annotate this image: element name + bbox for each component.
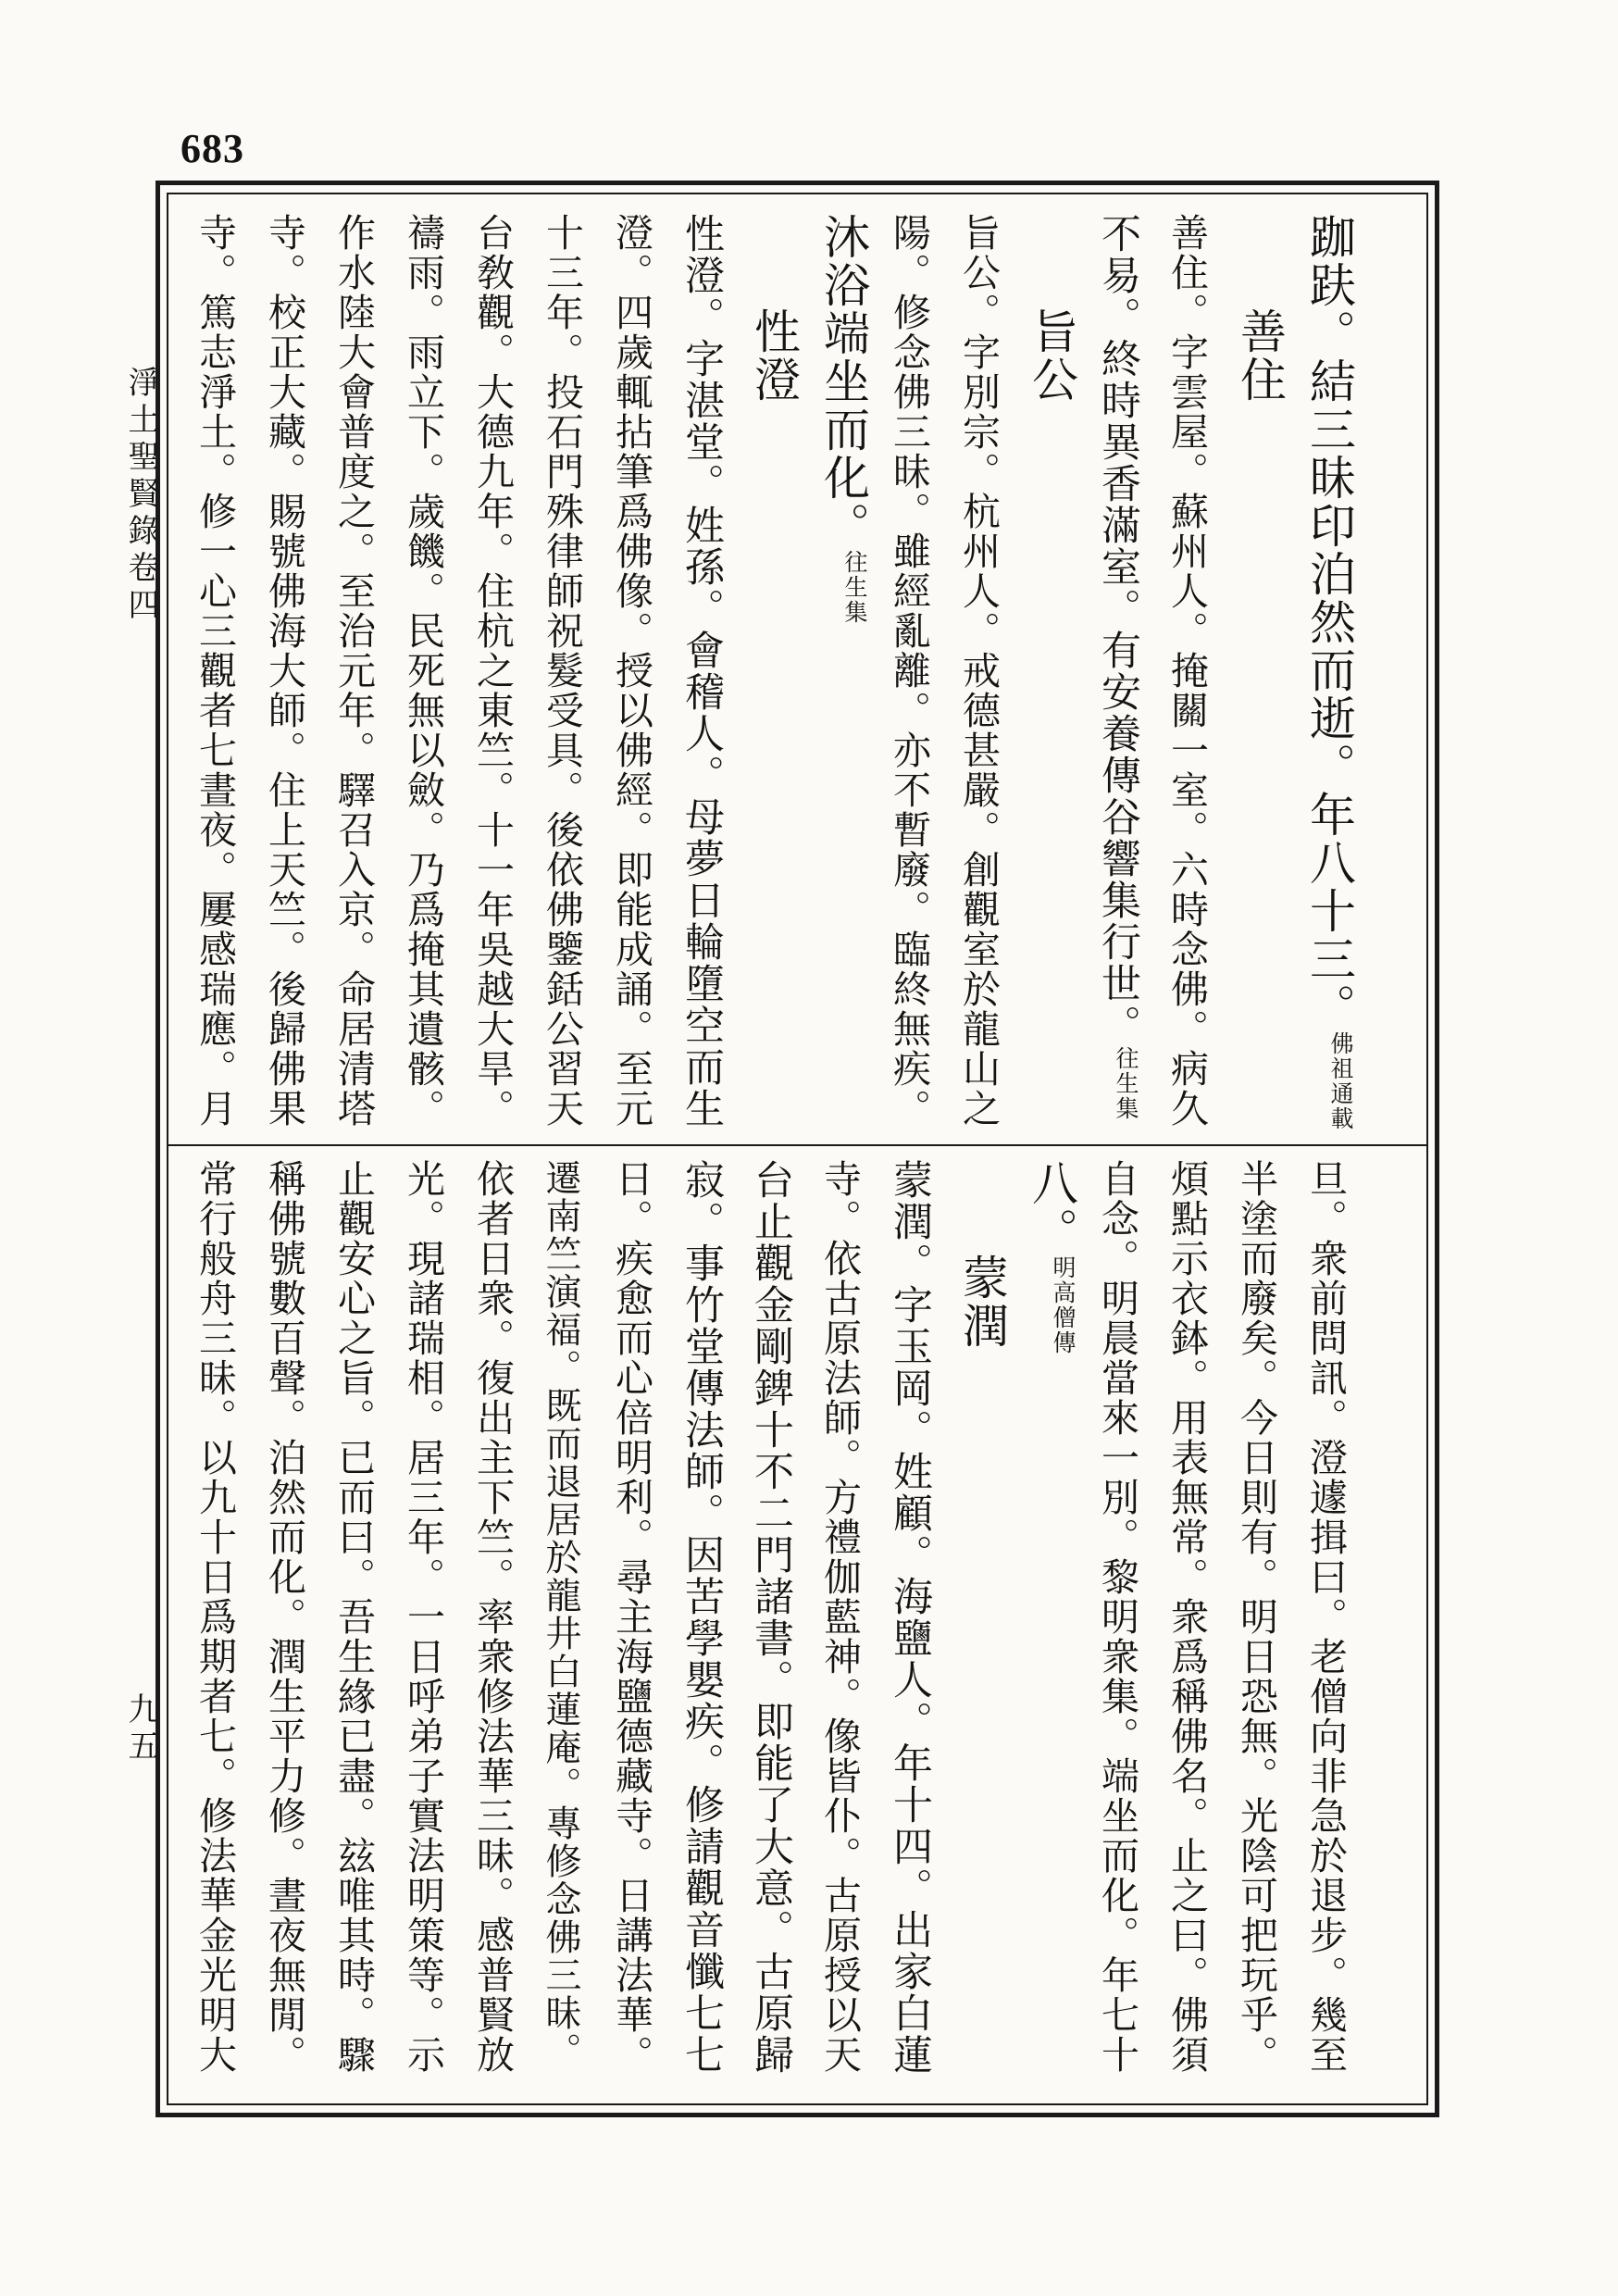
text-column: 台敎觀。大德九年。住杭之東竺。十一年吳越大旱。 [470, 213, 515, 1129]
text-column: 寺。校正大藏。賜號佛海大師。住上天竺。後歸佛果 [262, 213, 306, 1129]
text-column: 台止觀金剛錍十不二門諸書。即能了大意。古原歸 [748, 1159, 794, 2076]
text-column: 沐浴端坐而化。往生集 [816, 213, 870, 625]
section-heading: 善住 [1233, 307, 1287, 404]
text-column: 日。疾愈而心倍明利。尋主海鹽德藏寺。日講法華。 [609, 1159, 653, 2075]
text-column: 旨公。字別宗。杭州人。戒德甚嚴。創觀室於龍山之 [956, 213, 1001, 1129]
register-divider [167, 1144, 1428, 1146]
source-note: 佛祖通載 [1327, 1031, 1354, 1131]
text-column: 常行般舟三昧。以九十日爲期者七。修法華金光明大 [193, 1159, 237, 2075]
leaf-number-margin: 九五 [122, 1692, 159, 1766]
book-title-margin: 淨土聖賢錄卷四 [122, 366, 159, 625]
text-column: 寂。事竹堂傳法師。因苦學嬰疾。修請觀音懺七七 [678, 1159, 725, 2076]
text-column: 十三年。投石門殊律師祝髮受具。後依佛鑒銛公習天 [540, 213, 584, 1129]
text-column: 善住。字雲屋。蘇州人。掩關一室。六時念佛。病久 [1164, 213, 1209, 1129]
text-column: 性澄。字湛堂。姓孫。會稽人。母夢日輪墮空而生 [678, 213, 725, 1129]
section-heading: 旨公 [1025, 307, 1078, 404]
text-column: 稱佛號數百聲。泊然而化。潤生平力修。晝夜無閒。 [262, 1159, 306, 2075]
text-column: 跏趺。結三昧印泊然而逝。年八十三。佛祖通載 [1302, 213, 1356, 1131]
text-column: 不易。終時異香滿室。有安養傳谷響集行世。往生集 [1095, 213, 1141, 1121]
text-column: 半塗而廢矣。今日則有。明日恐無。光陰可把玩乎。 [1234, 1159, 1278, 2075]
text-column: 陽。修念佛三昧。雖經亂離。亦不暫廢。臨終無疾。 [887, 213, 931, 1129]
text-column: 寺。依古原法師。方禮伽藍神。像皆仆。古原授以天 [817, 1159, 862, 2075]
text-column: 作水陸大會普度之。至治元年。驛召入京。命居清塔 [331, 213, 376, 1129]
text-column: 依者日衆。復出主下竺。率衆修法華三昧。感普賢放 [470, 1159, 515, 2075]
source-note: 往生集 [1113, 1046, 1139, 1121]
text-column: 蒙潤。字玉岡。姓顧。海鹽人。年十四。出家白蓮 [887, 1159, 933, 2076]
section-heading: 蒙潤 [955, 1254, 1009, 1350]
text-column: 止觀安心之旨。已而曰。吾生緣已盡。玆唯其時。驟 [331, 1159, 376, 2075]
text-column: 遷南竺演福。既而退居於龍井白蓮庵。專修念佛三昧。 [540, 1159, 581, 2070]
text-column: 自念。明晨當來一別。黎明衆集。端坐而化。年七十 [1095, 1159, 1139, 2075]
text-column: 八。明高僧傳 [1025, 1159, 1078, 1355]
source-note: 往生集 [841, 550, 868, 625]
text-column: 旦。衆前問訊。澄遽揖曰。老僧向非急於退步。幾至 [1303, 1159, 1348, 2075]
text-column: 光。現諸瑞相。居三年。一日呼弟子實法明策等。示 [401, 1159, 445, 2075]
page-number: 683 [180, 126, 244, 171]
text-column: 澄。四歲輒拈筆爲佛像。授以佛經。即能成誦。至元 [609, 213, 653, 1129]
source-note: 明高僧傳 [1050, 1255, 1077, 1355]
text-column: 寺。篤志淨土。修一心三觀者七晝夜。屢感瑞應。月 [193, 213, 237, 1129]
text-column: 禱雨。雨立下。歲饑。民死無以斂。乃爲掩其遺骸。 [401, 213, 445, 1129]
section-heading: 性澄 [747, 307, 801, 404]
text-column: 煩點示衣鉢。用表無常。衆爲稱佛名。止之曰。佛須 [1164, 1159, 1209, 2075]
